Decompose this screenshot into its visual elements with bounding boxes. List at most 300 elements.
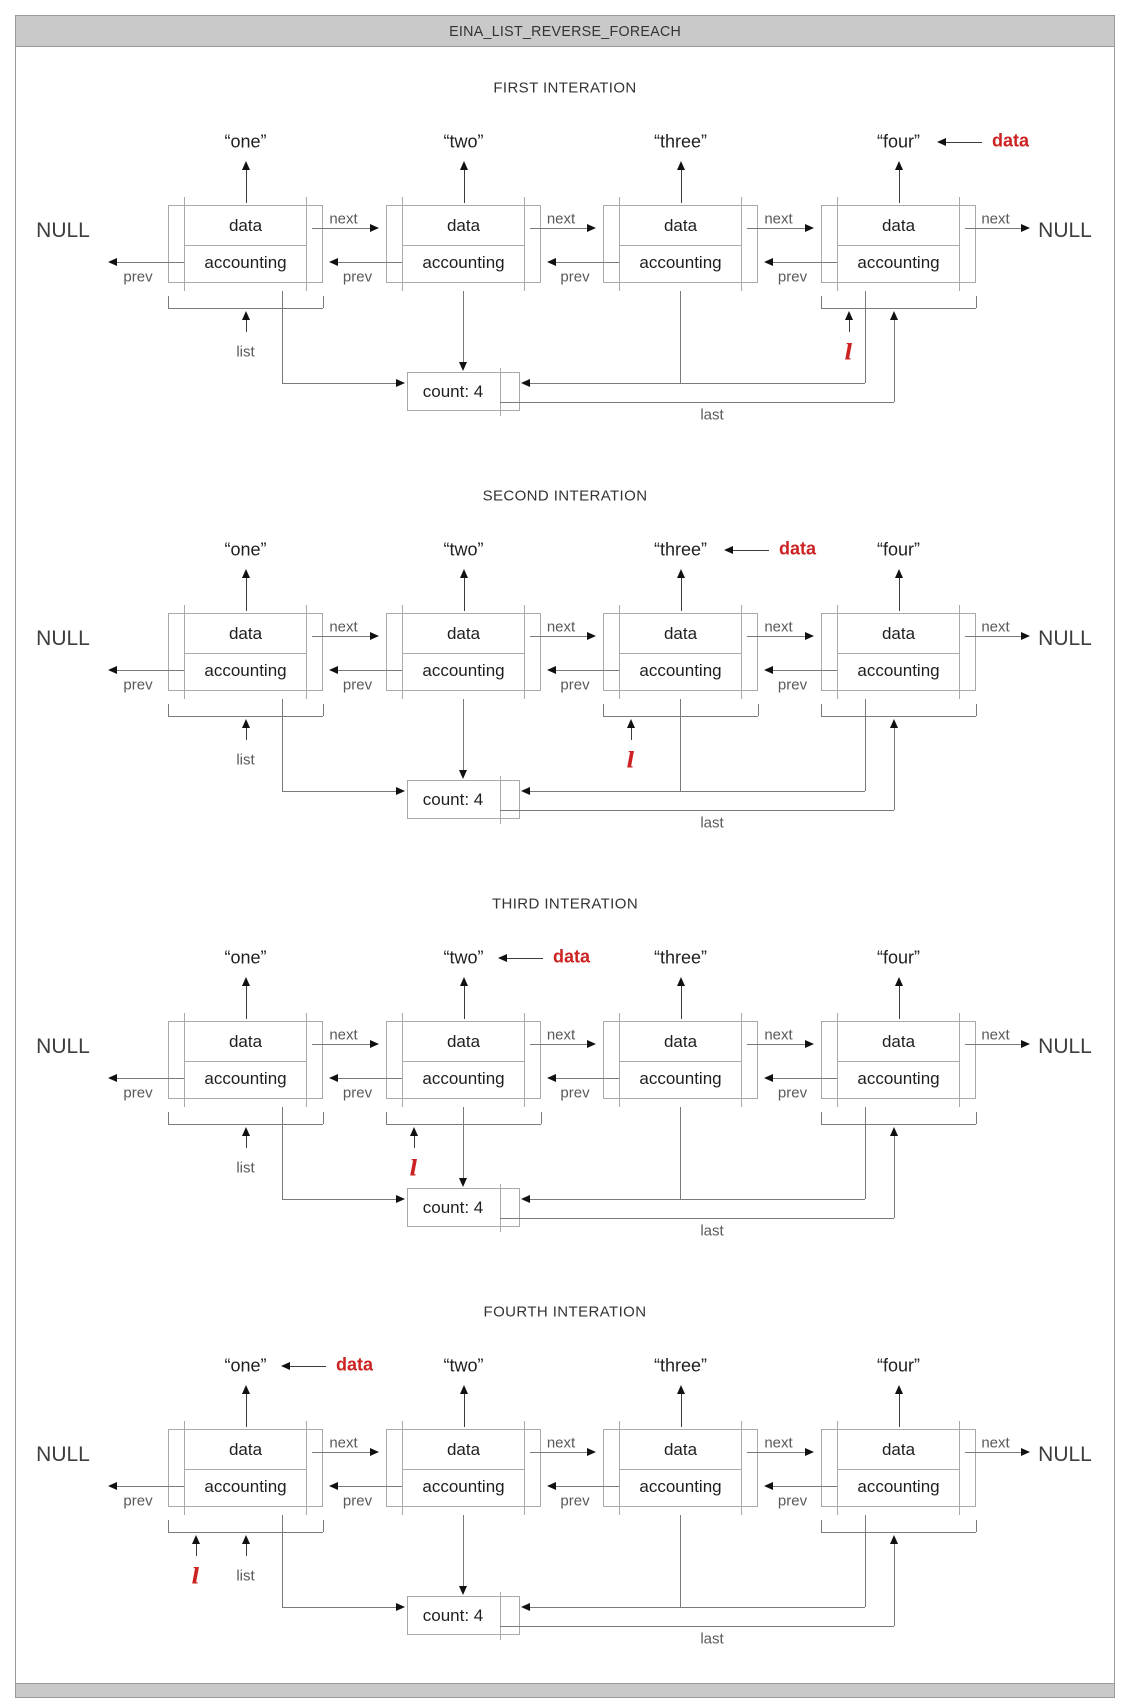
node-data-cell: data [228,216,263,235]
prev-pointer-line [337,1078,402,1079]
accounting-elbow-line [282,1199,397,1200]
next-pointer-arrowhead [1021,1448,1030,1456]
node-column-line [959,197,960,291]
prev-pointer-line [116,1486,184,1487]
accounting-bracket-tick [976,1112,977,1124]
node-label: “four” [876,131,921,152]
prev-pointer-label: prev [123,1492,153,1510]
count-in-arrowhead [396,787,405,795]
node-cell-divider [402,1061,524,1062]
last-pointer-arrowhead [890,311,898,320]
null-label-left: NULL [36,219,90,242]
node-data-cell: data [663,1032,698,1051]
next-pointer-line [747,1044,806,1045]
node-cell-divider [184,653,306,654]
node-label: “two” [443,131,484,152]
data-pointer-label: data [779,538,817,559]
accounting-collect-line [529,1607,865,1608]
node-accounting-cell: accounting [204,1477,287,1496]
node-cell-divider [402,245,524,246]
accounting-drop-line [463,291,464,362]
node-label: “three” [653,1355,708,1376]
node-label-arrowhead [460,161,468,170]
null-label-left: NULL [36,1035,90,1058]
prev-pointer-label: prev [560,1492,590,1510]
next-pointer-arrowhead [370,1040,379,1048]
accounting-elbow-line [282,791,397,792]
accounting-bracket-tick [821,1520,822,1532]
next-pointer-line [312,1044,371,1045]
node-label-arrowhead [242,161,250,170]
l-pointer-line [849,318,850,332]
node-column-line [184,197,185,291]
node-cell-divider [619,653,741,654]
node-label: “four” [876,1355,921,1376]
list-pointer-label: list [236,343,255,361]
count-in-arrowhead [396,1195,405,1203]
last-pointer-line [500,402,894,403]
node-accounting-cell: accounting [639,1477,722,1496]
prev-pointer-line [555,670,619,671]
node-label: “three” [653,539,708,560]
node-column-line [402,605,403,699]
node-label: “three” [653,131,708,152]
l-pointer-arrowhead [192,1535,200,1544]
next-pointer-line [747,1452,806,1453]
prev-pointer-arrowhead [108,1482,117,1490]
node-label: “one” [224,947,267,968]
node-cell-divider [619,1469,741,1470]
prev-pointer-arrowhead [764,666,773,674]
next-pointer-arrowhead [370,632,379,640]
l-pointer-arrowhead [410,1127,418,1136]
prev-pointer-line [555,1486,619,1487]
accounting-bracket [821,1124,976,1125]
next-pointer-label: next [981,618,1010,636]
last-pointer-line [894,726,895,810]
count-in-arrowhead [459,1178,467,1187]
node-label-arrowhead [460,569,468,578]
list-pointer-arrowhead [242,719,250,728]
count-value: count: 4 [422,382,484,401]
node-label-arrowhead [895,161,903,170]
prev-pointer-label: prev [777,1084,808,1102]
null-label-right: NULL [1038,219,1092,242]
node-label-arrow-line [681,577,682,611]
accounting-bracket [821,1532,976,1533]
accounting-bracket-tick [323,296,324,308]
prev-pointer-arrowhead [547,1074,556,1082]
data-pointer-arrowhead [937,138,946,146]
accounting-bracket-tick [976,296,977,308]
accounting-bracket-tick [976,704,977,716]
accounting-bracket-tick [323,1112,324,1124]
node-label-arrow-line [681,169,682,203]
node-column-line [619,197,620,291]
node-column-line [184,605,185,699]
node-column-line [524,1421,525,1515]
node-column-line [741,1421,742,1515]
next-pointer-label: next [981,1434,1010,1452]
node-cell-divider [837,245,959,246]
node-cell-divider [619,245,741,246]
next-pointer-line [965,228,1022,229]
node-cell-divider [184,1061,306,1062]
accounting-drop-line [463,699,464,770]
node-data-cell: data [228,1440,263,1459]
list-pointer-arrowhead [242,1535,250,1544]
null-label-left: NULL [36,1443,90,1466]
node-column-line [959,1421,960,1515]
data-pointer-label: data [992,130,1030,151]
node-data-cell: data [881,624,916,643]
next-pointer-arrowhead [587,1448,596,1456]
accounting-bracket [168,308,323,309]
data-pointer-line [290,1366,326,1367]
prev-pointer-arrowhead [329,258,338,266]
node-label-arrowhead [895,569,903,578]
node-accounting-cell: accounting [422,1069,505,1088]
node-label: “one” [224,1355,267,1376]
null-label-left: NULL [36,627,90,650]
window-title: EINA_LIST_REVERSE_FOREACH [448,22,682,40]
accounting-collect-line [529,791,865,792]
node-label-arrow-line [681,1393,682,1427]
next-pointer-arrowhead [587,632,596,640]
accounting-drop-line [463,1107,464,1178]
accounting-bracket [168,716,323,717]
node-column-line [741,197,742,291]
count-in-arrowhead [459,362,467,371]
next-pointer-line [965,1044,1022,1045]
iteration-section-3 [0,816,1130,1240]
list-pointer-label: list [236,1159,255,1177]
accounting-bracket-tick [541,1112,542,1124]
count-box-column-line [500,1592,501,1640]
accounting-drop-line [680,1515,681,1607]
node-column-line [402,1421,403,1515]
node-label-arrow-line [464,1393,465,1427]
node-data-cell: data [663,624,698,643]
accounting-collect-line [529,1199,865,1200]
list-pointer-line [246,1542,247,1556]
prev-pointer-line [555,262,619,263]
accounting-drop-line [282,1515,283,1607]
node-cell-divider [837,653,959,654]
prev-pointer-label: prev [777,268,808,286]
prev-pointer-label: prev [123,676,153,694]
node-label-arrowhead [895,977,903,986]
node-column-line [306,1013,307,1107]
node-column-line [306,197,307,291]
node-data-cell: data [228,1032,263,1051]
next-pointer-label: next [546,210,576,228]
accounting-bracket-tick [168,1112,169,1124]
next-pointer-line [747,228,806,229]
accounting-bracket-tick [821,704,822,716]
node-column-line [837,197,838,291]
last-pointer-line [894,318,895,402]
prev-pointer-line [772,1078,837,1079]
node-label-arrowhead [242,977,250,986]
node-accounting-cell: accounting [857,1069,940,1088]
iteration-title: FIRST INTERATION [493,79,637,97]
count-value: count: 4 [422,790,484,809]
list-pointer-line [246,1134,247,1148]
prev-pointer-label: prev [560,1084,590,1102]
node-column-line [524,197,525,291]
prev-pointer-line [116,670,184,671]
prev-pointer-line [337,670,402,671]
null-label-right: NULL [1038,1035,1092,1058]
prev-pointer-line [555,1078,619,1079]
node-accounting-cell: accounting [422,1477,505,1496]
node-data-cell: data [228,624,263,643]
accounting-bracket-tick [168,296,169,308]
list-pointer-label: list [236,1567,255,1585]
node-label-arrowhead [460,1385,468,1394]
node-accounting-cell: accounting [422,253,505,272]
accounting-bracket [168,1532,323,1533]
count-in-arrowhead [459,770,467,779]
node-column-line [959,605,960,699]
node-column-line [402,1013,403,1107]
last-pointer-line [500,810,894,811]
next-pointer-label: next [329,618,358,636]
count-in-arrowhead [521,379,530,387]
accounting-drop-line [865,1107,866,1199]
node-data-cell: data [663,216,698,235]
data-pointer-line [733,550,769,551]
prev-pointer-arrowhead [547,666,556,674]
prev-pointer-arrowhead [547,258,556,266]
next-pointer-arrowhead [587,1040,596,1048]
accounting-drop-line [282,699,283,791]
node-label: “four” [876,947,921,968]
accounting-bracket-tick [758,704,759,716]
node-label-arrow-line [464,169,465,203]
accounting-drop-line [282,1107,283,1199]
iteration-section-1 [0,0,1130,424]
node-label-arrowhead [242,569,250,578]
node-data-cell: data [663,1440,698,1459]
accounting-bracket [821,716,976,717]
l-pointer-arrowhead [627,719,635,728]
node-accounting-cell: accounting [639,1069,722,1088]
accounting-bracket-tick [603,704,604,716]
next-pointer-line [530,1452,588,1453]
prev-pointer-label: prev [123,268,153,286]
accounting-drop-line [865,1515,866,1607]
count-in-arrowhead [521,787,530,795]
last-pointer-arrowhead [890,1127,898,1136]
count-value: count: 4 [422,1606,484,1625]
last-pointer-line [894,1134,895,1218]
node-label: “two” [443,947,484,968]
node-column-line [619,1421,620,1515]
node-accounting-cell: accounting [422,661,505,680]
node-cell-divider [402,1469,524,1470]
node-column-line [524,1013,525,1107]
node-cell-divider [184,1469,306,1470]
node-column-line [837,1013,838,1107]
iteration-title: FOURTH INTERATION [483,1303,647,1321]
node-label-arrowhead [677,1385,685,1394]
node-label-arrow-line [899,577,900,611]
node-data-cell: data [446,1032,481,1051]
count-in-arrowhead [521,1603,530,1611]
next-pointer-label: next [546,618,576,636]
node-column-line [306,1421,307,1515]
prev-pointer-arrowhead [329,1074,338,1082]
accounting-bracket-tick [323,704,324,716]
node-column-line [402,197,403,291]
l-pointer-label: l [844,339,853,365]
data-pointer-label: data [553,946,591,967]
prev-pointer-label: prev [342,1084,373,1102]
iteration-section-4 [0,1224,1130,1648]
next-pointer-label: next [546,1026,576,1044]
l-pointer-line [196,1542,197,1556]
node-data-cell: data [881,1032,916,1051]
list-pointer-line [246,726,247,740]
node-label: “four” [876,539,921,560]
data-pointer-label: data [336,1354,374,1375]
prev-pointer-line [116,262,184,263]
l-pointer-label: l [191,1563,200,1589]
iteration-title: THIRD INTERATION [491,895,639,913]
prev-pointer-arrowhead [329,666,338,674]
diagram-frame [15,15,1115,1698]
accounting-drop-line [463,1515,464,1586]
node-label-arrow-line [246,1393,247,1427]
prev-pointer-line [772,670,837,671]
node-label: “one” [224,539,267,560]
node-column-line [184,1421,185,1515]
node-cell-divider [619,1061,741,1062]
node-label-arrow-line [899,985,900,1019]
node-accounting-cell: accounting [639,253,722,272]
list-pointer-arrowhead [242,311,250,320]
node-cell-divider [402,653,524,654]
node-label-arrow-line [464,985,465,1019]
next-pointer-label: next [329,1434,358,1452]
node-accounting-cell: accounting [857,1477,940,1496]
node-column-line [837,1421,838,1515]
prev-pointer-arrowhead [764,1074,773,1082]
data-pointer-line [507,958,543,959]
accounting-drop-line [865,291,866,383]
node-label-arrowhead [677,569,685,578]
next-pointer-label: next [329,210,358,228]
node-label-arrow-line [899,1393,900,1427]
last-pointer-label: last [700,406,724,424]
window-bottombar [16,1683,1114,1697]
prev-pointer-arrowhead [108,1074,117,1082]
node-column-line [619,1013,620,1107]
accounting-bracket-tick [386,1112,387,1124]
prev-pointer-label: prev [777,1492,808,1510]
next-pointer-arrowhead [370,1448,379,1456]
l-pointer-label: l [409,1155,418,1181]
count-in-arrowhead [396,379,405,387]
next-pointer-arrowhead [805,1448,814,1456]
last-pointer-line [500,1626,894,1627]
prev-pointer-arrowhead [764,1482,773,1490]
node-column-line [306,605,307,699]
node-data-cell: data [446,624,481,643]
count-in-arrowhead [396,1603,405,1611]
node-data-cell: data [446,216,481,235]
prev-pointer-label: prev [560,268,590,286]
prev-pointer-arrowhead [108,258,117,266]
accounting-elbow-line [282,383,397,384]
prev-pointer-arrowhead [108,666,117,674]
accounting-drop-line [680,699,681,791]
node-label-arrowhead [895,1385,903,1394]
last-pointer-label: last [700,814,724,832]
node-column-line [184,1013,185,1107]
next-pointer-label: next [546,1434,576,1452]
node-data-cell: data [446,1440,481,1459]
count-in-arrowhead [521,1195,530,1203]
node-label-arrow-line [246,985,247,1019]
prev-pointer-line [772,1486,837,1487]
accounting-drop-line [680,291,681,383]
accounting-bracket-tick [821,1112,822,1124]
next-pointer-arrowhead [1021,224,1030,232]
node-label-arrowhead [460,977,468,986]
last-pointer-line [894,1542,895,1626]
next-pointer-arrowhead [370,224,379,232]
next-pointer-label: next [981,1026,1010,1044]
last-pointer-arrowhead [890,719,898,728]
accounting-drop-line [865,699,866,791]
prev-pointer-arrowhead [329,1482,338,1490]
node-label-arrow-line [899,169,900,203]
prev-pointer-line [337,262,402,263]
prev-pointer-line [337,1486,402,1487]
next-pointer-arrowhead [1021,1040,1030,1048]
iteration-title: SECOND INTERATION [482,487,648,505]
next-pointer-line [965,636,1022,637]
next-pointer-line [530,1044,588,1045]
accounting-bracket [168,1124,323,1125]
next-pointer-line [312,636,371,637]
node-column-line [837,605,838,699]
count-value: count: 4 [422,1198,484,1217]
next-pointer-line [312,1452,371,1453]
node-accounting-cell: accounting [204,253,287,272]
count-in-arrowhead [459,1586,467,1595]
node-column-line [741,1013,742,1107]
node-data-cell: data [881,1440,916,1459]
data-pointer-line [946,142,982,143]
node-label: “two” [443,1355,484,1376]
null-label-right: NULL [1038,627,1092,650]
node-label-arrowhead [677,161,685,170]
node-cell-divider [184,245,306,246]
node-accounting-cell: accounting [639,661,722,680]
accounting-bracket-tick [168,1520,169,1532]
prev-pointer-arrowhead [764,258,773,266]
list-pointer-line [246,318,247,332]
node-column-line [524,605,525,699]
next-pointer-label: next [764,1434,793,1452]
prev-pointer-label: prev [777,676,808,694]
node-accounting-cell: accounting [857,253,940,272]
list-pointer-label: list [236,751,255,769]
